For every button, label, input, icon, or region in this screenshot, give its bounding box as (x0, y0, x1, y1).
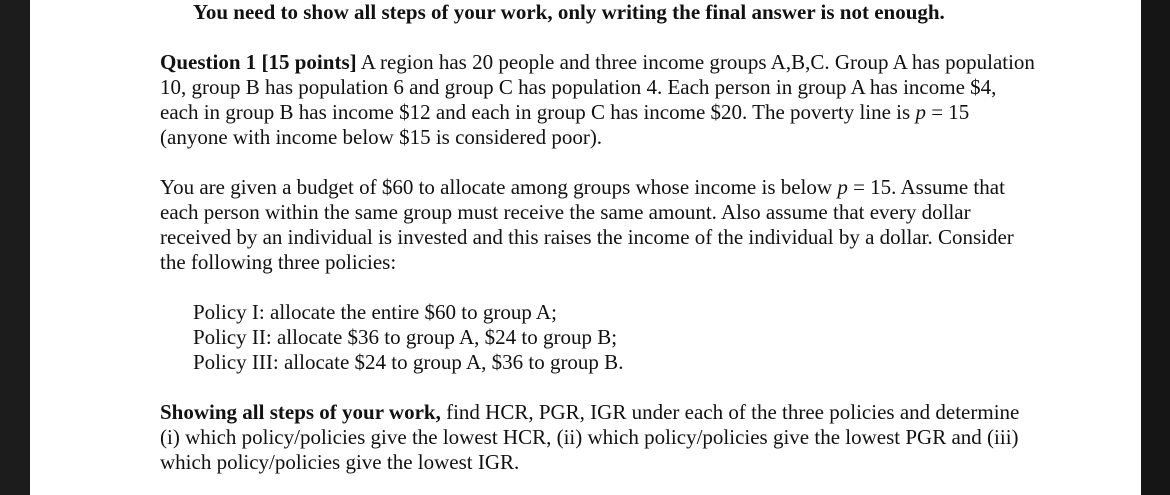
viewer-right-edge (1141, 0, 1170, 495)
budget-text-part-1: You are given a budget of $60 to allocate among groups whose income is below (160, 175, 838, 199)
task-text: find HCR, PGR, IGR under each of the three policies and determine (i) which policy/policies give the lowest HCR, (ii) which policy/policies give the lowest PGR and (iii) which policy/policies give the lowest IGR. (160, 400, 1020, 474)
instruction-heading: You need to show all steps of your work, only writing the final answer is not enough. (193, 0, 945, 24)
poverty-line-symbol: p (837, 175, 848, 199)
question-text-part-1: A region has 20 people and three income groups A,B,C. Group A has population 10, group B has population 6 and group C has population 4. Each person in group A has income $4, each in group B has income $12 and each in group C has income $20. The poverty line is (160, 50, 1035, 124)
policy-list (193, 300, 1073, 375)
task-bold-lead: Showing all steps of your work, (160, 400, 441, 424)
poverty-line-symbol: p (915, 100, 926, 124)
policy-item-1: Policy I: allocate the entire $60 to group A; (193, 300, 557, 324)
question-text-part-2: = 15 (anyone with income below $15 is considered poor). (160, 100, 970, 149)
policy-item-2: Policy II: allocate $36 to group A, $24 to group B; (193, 325, 618, 349)
task-paragraph (160, 400, 1040, 475)
question-label: Question 1 [15 points] (160, 50, 357, 74)
document-page[interactable] (30, 0, 1141, 495)
policy-item-3: Policy III: allocate $24 to group A, $36 to group B. (193, 350, 624, 374)
budget-text-part-2: = 15. Assume that each person within the same group must receive the same amount. Also assume that every dollar received by an individual is invested and this raises the income of the individual by a dollar. Consider the following three policies: (160, 175, 1014, 274)
question-paragraph (160, 50, 1040, 150)
budget-paragraph (160, 175, 1040, 275)
